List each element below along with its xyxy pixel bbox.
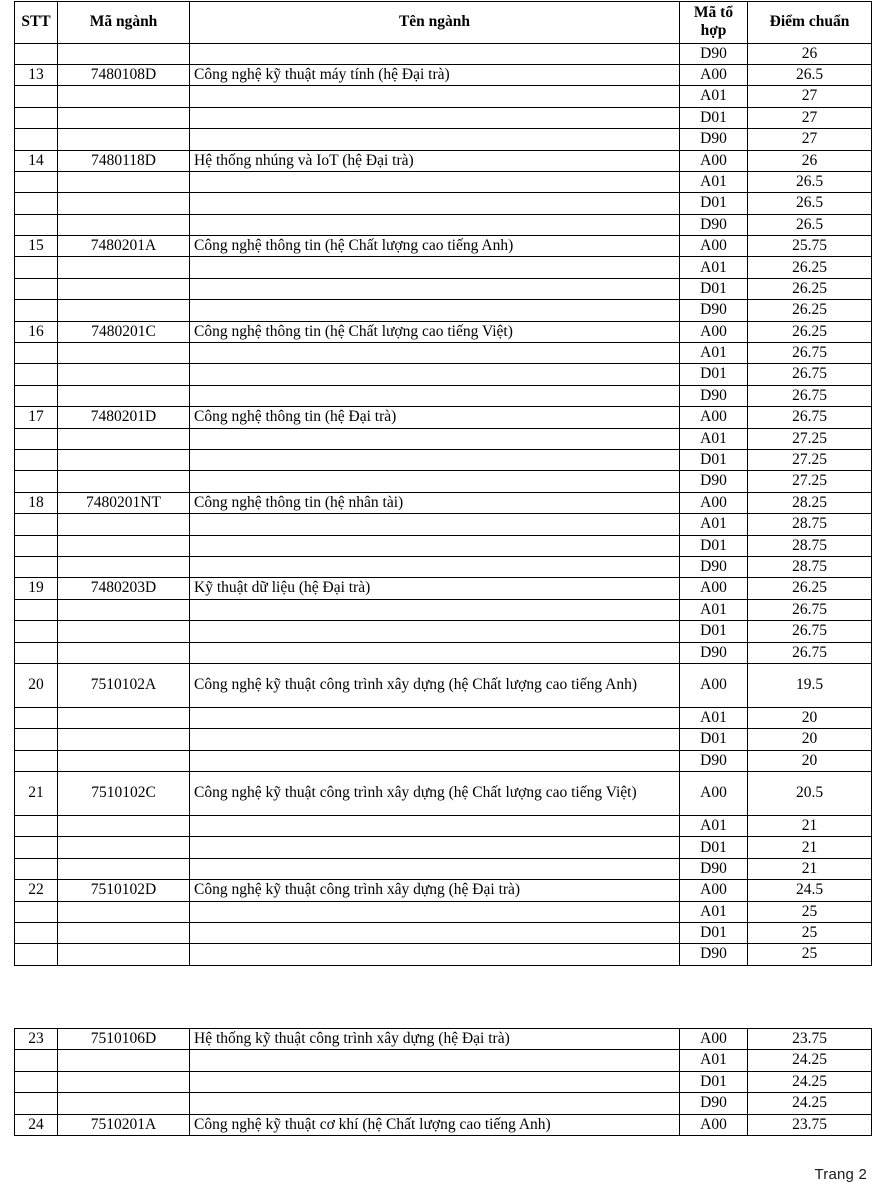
cell-diem-chuan: 21 bbox=[748, 816, 872, 837]
table-row bbox=[15, 86, 872, 107]
table-row bbox=[15, 236, 872, 257]
cell-stt bbox=[15, 729, 58, 750]
cell-stt bbox=[15, 343, 58, 364]
cell-ten-nganh bbox=[190, 642, 680, 663]
cell-ma-to-hop: D01 bbox=[680, 837, 748, 858]
cell-ma-nganh: 7480201A bbox=[58, 236, 190, 257]
table-row bbox=[15, 150, 872, 171]
cell-ma-to-hop: A00 bbox=[680, 64, 748, 85]
cell-stt bbox=[15, 1050, 58, 1071]
cell-diem-chuan: 26.75 bbox=[748, 599, 872, 620]
cell-ma-nganh bbox=[58, 278, 190, 299]
cell-stt bbox=[15, 107, 58, 128]
cell-stt bbox=[15, 621, 58, 642]
cell-diem-chuan: 21 bbox=[748, 858, 872, 879]
table-row bbox=[15, 449, 872, 470]
cell-stt bbox=[15, 944, 58, 965]
cell-diem-chuan: 26.25 bbox=[748, 257, 872, 278]
cell-ma-nganh: 7480201D bbox=[58, 407, 190, 428]
cell-ten-nganh bbox=[190, 343, 680, 364]
cell-ten-nganh: Công nghệ kỹ thuật công trình xây dựng (hệ Đại trà) bbox=[190, 880, 680, 901]
cell-stt bbox=[15, 449, 58, 470]
cell-diem-chuan: 26.25 bbox=[748, 278, 872, 299]
cell-ma-nganh bbox=[58, 428, 190, 449]
cell-stt bbox=[15, 858, 58, 879]
cell-ten-nganh bbox=[190, 1093, 680, 1114]
cell-stt: 24 bbox=[15, 1114, 58, 1135]
cell-ma-to-hop: D01 bbox=[680, 923, 748, 944]
cell-stt: 19 bbox=[15, 578, 58, 599]
cell-diem-chuan: 26 bbox=[748, 43, 872, 64]
table-row bbox=[15, 599, 872, 620]
cell-ten-nganh bbox=[190, 816, 680, 837]
cell-ma-nganh: 7510102C bbox=[58, 772, 190, 816]
cell-ten-nganh bbox=[190, 193, 680, 214]
cell-stt bbox=[15, 556, 58, 577]
cell-ma-nganh: 7480201NT bbox=[58, 492, 190, 513]
cell-stt bbox=[15, 43, 58, 64]
cell-ma-nganh bbox=[58, 599, 190, 620]
table-row bbox=[15, 535, 872, 556]
table-row bbox=[15, 257, 872, 278]
cell-ma-nganh bbox=[58, 385, 190, 406]
cell-diem-chuan: 27 bbox=[748, 107, 872, 128]
cell-ma-to-hop: D90 bbox=[680, 642, 748, 663]
cell-diem-chuan: 24.25 bbox=[748, 1093, 872, 1114]
cell-ten-nganh bbox=[190, 385, 680, 406]
cell-ma-nganh bbox=[58, 837, 190, 858]
column-header-ma-to-hop-line1: Mã tổ bbox=[693, 4, 734, 21]
cell-ma-nganh bbox=[58, 129, 190, 150]
cell-ma-to-hop: D01 bbox=[680, 107, 748, 128]
cell-ma-nganh bbox=[58, 1093, 190, 1114]
cell-stt bbox=[15, 129, 58, 150]
cell-diem-chuan: 21 bbox=[748, 837, 872, 858]
cell-ma-to-hop: A00 bbox=[680, 578, 748, 599]
cell-ten-nganh bbox=[190, 300, 680, 321]
cell-diem-chuan: 26.75 bbox=[748, 385, 872, 406]
cell-ma-to-hop: A01 bbox=[680, 343, 748, 364]
table-row bbox=[15, 193, 872, 214]
cell-ten-nganh bbox=[190, 214, 680, 235]
table-row bbox=[15, 64, 872, 85]
cell-ma-to-hop: A00 bbox=[680, 1029, 748, 1050]
cell-ma-to-hop: D01 bbox=[680, 193, 748, 214]
cell-ten-nganh bbox=[190, 107, 680, 128]
table-row bbox=[15, 385, 872, 406]
cell-diem-chuan: 28.75 bbox=[748, 514, 872, 535]
cell-diem-chuan: 25.75 bbox=[748, 236, 872, 257]
table-row bbox=[15, 858, 872, 879]
cell-ma-to-hop: A01 bbox=[680, 707, 748, 728]
cell-ten-nganh bbox=[190, 556, 680, 577]
cell-diem-chuan: 25 bbox=[748, 944, 872, 965]
cell-ma-to-hop: A00 bbox=[680, 1114, 748, 1135]
cell-ma-nganh bbox=[58, 214, 190, 235]
cell-stt bbox=[15, 214, 58, 235]
cell-diem-chuan: 26.75 bbox=[748, 343, 872, 364]
cell-diem-chuan: 23.75 bbox=[748, 1114, 872, 1135]
cell-diem-chuan: 27 bbox=[748, 129, 872, 150]
column-header-ma-nganh: Mã ngành bbox=[58, 2, 190, 44]
column-header-stt: STT bbox=[15, 2, 58, 44]
cell-ten-nganh bbox=[190, 1050, 680, 1071]
cell-ten-nganh bbox=[190, 837, 680, 858]
column-header-ma-to-hop-line2: hợp bbox=[700, 22, 727, 40]
table-row bbox=[15, 278, 872, 299]
cell-ten-nganh bbox=[190, 901, 680, 922]
cell-ma-nganh bbox=[58, 750, 190, 771]
cell-ma-to-hop: D01 bbox=[680, 1071, 748, 1092]
cell-ten-nganh: Kỹ thuật dữ liệu (hệ Đại trà) bbox=[190, 578, 680, 599]
table-row bbox=[15, 43, 872, 64]
cell-ma-to-hop: D90 bbox=[680, 1093, 748, 1114]
cell-ten-nganh bbox=[190, 364, 680, 385]
cell-diem-chuan: 20 bbox=[748, 750, 872, 771]
cell-ma-to-hop: A01 bbox=[680, 901, 748, 922]
cell-stt bbox=[15, 364, 58, 385]
cell-ten-nganh bbox=[190, 449, 680, 470]
cell-diem-chuan: 27.25 bbox=[748, 428, 872, 449]
cell-diem-chuan: 27.25 bbox=[748, 471, 872, 492]
cell-ma-to-hop: A01 bbox=[680, 514, 748, 535]
cell-ma-to-hop: A00 bbox=[680, 321, 748, 342]
table-row bbox=[15, 901, 872, 922]
cell-diem-chuan: 26.25 bbox=[748, 578, 872, 599]
cell-ma-to-hop: D90 bbox=[680, 556, 748, 577]
cell-ma-to-hop: A00 bbox=[680, 880, 748, 901]
cell-ma-nganh bbox=[58, 300, 190, 321]
cell-ma-nganh bbox=[58, 1071, 190, 1092]
cell-diem-chuan: 20.5 bbox=[748, 772, 872, 816]
cell-ten-nganh: Công nghệ kỹ thuật công trình xây dựng (hệ Chất lượng cao tiếng Việt) bbox=[190, 772, 680, 816]
table-row bbox=[15, 471, 872, 492]
table-row bbox=[15, 107, 872, 128]
cell-diem-chuan: 24.5 bbox=[748, 880, 872, 901]
cell-stt bbox=[15, 750, 58, 771]
cell-ten-nganh bbox=[190, 858, 680, 879]
cell-ten-nganh bbox=[190, 471, 680, 492]
table-row bbox=[15, 428, 872, 449]
page-number-footer: Trang 2 bbox=[814, 1166, 867, 1183]
cell-ten-nganh: Công nghệ kỹ thuật cơ khí (hệ Chất lượng cao tiếng Anh) bbox=[190, 1114, 680, 1135]
cell-diem-chuan: 19.5 bbox=[748, 663, 872, 707]
cell-ma-to-hop: A00 bbox=[680, 772, 748, 816]
cell-diem-chuan: 26.75 bbox=[748, 407, 872, 428]
cell-ma-to-hop: A01 bbox=[680, 599, 748, 620]
cell-stt: 22 bbox=[15, 880, 58, 901]
cell-stt bbox=[15, 428, 58, 449]
cell-ten-nganh bbox=[190, 129, 680, 150]
table-row bbox=[15, 944, 872, 965]
cell-ma-nganh bbox=[58, 514, 190, 535]
cell-ma-nganh bbox=[58, 556, 190, 577]
cell-ten-nganh bbox=[190, 750, 680, 771]
cell-ten-nganh bbox=[190, 86, 680, 107]
cell-ten-nganh bbox=[190, 707, 680, 728]
cell-ten-nganh bbox=[190, 278, 680, 299]
cell-diem-chuan: 27 bbox=[748, 86, 872, 107]
cell-ten-nganh bbox=[190, 514, 680, 535]
cell-ma-to-hop: D90 bbox=[680, 944, 748, 965]
cell-diem-chuan: 26.5 bbox=[748, 171, 872, 192]
cell-diem-chuan: 28.75 bbox=[748, 535, 872, 556]
cell-ten-nganh: Công nghệ thông tin (hệ Chất lượng cao tiếng Việt) bbox=[190, 321, 680, 342]
cell-ma-to-hop: D90 bbox=[680, 750, 748, 771]
column-header-ten-nganh: Tên ngành bbox=[190, 2, 680, 44]
cell-ten-nganh bbox=[190, 1071, 680, 1092]
cell-ma-to-hop: A00 bbox=[680, 492, 748, 513]
cell-stt bbox=[15, 707, 58, 728]
cell-stt bbox=[15, 1093, 58, 1114]
cell-ma-nganh: 7510102A bbox=[58, 663, 190, 707]
cell-ma-nganh bbox=[58, 858, 190, 879]
cell-stt: 16 bbox=[15, 321, 58, 342]
cell-diem-chuan: 28.25 bbox=[748, 492, 872, 513]
cell-ten-nganh bbox=[190, 944, 680, 965]
cell-ma-to-hop: A01 bbox=[680, 257, 748, 278]
table-row bbox=[15, 923, 872, 944]
cell-ma-to-hop: D90 bbox=[680, 385, 748, 406]
cell-diem-chuan: 23.75 bbox=[748, 1029, 872, 1050]
cell-ma-nganh: 7480118D bbox=[58, 150, 190, 171]
cell-ma-nganh bbox=[58, 171, 190, 192]
table-header-row bbox=[15, 2, 872, 44]
admission-scores-table-continued bbox=[14, 1028, 872, 1136]
cell-ma-nganh bbox=[58, 923, 190, 944]
cell-ma-nganh: 7480108D bbox=[58, 64, 190, 85]
table-row bbox=[15, 1093, 872, 1114]
table-row bbox=[15, 750, 872, 771]
cell-ten-nganh bbox=[190, 923, 680, 944]
cell-stt: 18 bbox=[15, 492, 58, 513]
cell-ma-nganh bbox=[58, 257, 190, 278]
cell-stt bbox=[15, 193, 58, 214]
cell-stt bbox=[15, 816, 58, 837]
cell-diem-chuan: 20 bbox=[748, 707, 872, 728]
cell-ma-to-hop: A01 bbox=[680, 428, 748, 449]
cell-ma-to-hop: A00 bbox=[680, 663, 748, 707]
cell-ten-nganh bbox=[190, 729, 680, 750]
cell-ma-nganh: 7510102D bbox=[58, 880, 190, 901]
cell-ten-nganh: Công nghệ thông tin (hệ Chất lượng cao tiếng Anh) bbox=[190, 236, 680, 257]
table-row bbox=[15, 1071, 872, 1092]
cell-ma-to-hop: A01 bbox=[680, 86, 748, 107]
cell-diem-chuan: 25 bbox=[748, 901, 872, 922]
cell-ma-nganh bbox=[58, 471, 190, 492]
table-row bbox=[15, 621, 872, 642]
table-row bbox=[15, 663, 872, 707]
cell-ma-nganh: 7480203D bbox=[58, 578, 190, 599]
cell-stt bbox=[15, 86, 58, 107]
table-row bbox=[15, 642, 872, 663]
admission-scores-table bbox=[14, 1, 872, 966]
cell-stt bbox=[15, 257, 58, 278]
cell-stt: 21 bbox=[15, 772, 58, 816]
cell-ten-nganh: Công nghệ kỹ thuật máy tính (hệ Đại trà) bbox=[190, 64, 680, 85]
table-row bbox=[15, 707, 872, 728]
cell-ma-nganh bbox=[58, 86, 190, 107]
cell-diem-chuan: 27.25 bbox=[748, 449, 872, 470]
cell-diem-chuan: 25 bbox=[748, 923, 872, 944]
cell-stt: 17 bbox=[15, 407, 58, 428]
table-row bbox=[15, 364, 872, 385]
table-row bbox=[15, 837, 872, 858]
cell-ma-nganh bbox=[58, 901, 190, 922]
cell-ma-nganh bbox=[58, 621, 190, 642]
cell-ma-to-hop: D01 bbox=[680, 621, 748, 642]
cell-ten-nganh: Công nghệ kỹ thuật công trình xây dựng (hệ Chất lượng cao tiếng Anh) bbox=[190, 663, 680, 707]
table-row bbox=[15, 1114, 872, 1135]
cell-ma-to-hop: D90 bbox=[680, 471, 748, 492]
cell-ten-nganh: Công nghệ thông tin (hệ Đại trà) bbox=[190, 407, 680, 428]
table-body-continued bbox=[15, 1029, 872, 1136]
cell-ma-nganh: 7510201A bbox=[58, 1114, 190, 1135]
table-row bbox=[15, 492, 872, 513]
table-row bbox=[15, 129, 872, 150]
cell-ma-to-hop: A00 bbox=[680, 407, 748, 428]
cell-ma-nganh bbox=[58, 364, 190, 385]
cell-ten-nganh bbox=[190, 535, 680, 556]
cell-ma-to-hop: A00 bbox=[680, 150, 748, 171]
cell-stt bbox=[15, 642, 58, 663]
cell-stt bbox=[15, 901, 58, 922]
cell-ten-nganh: Công nghệ thông tin (hệ nhân tài) bbox=[190, 492, 680, 513]
cell-stt: 20 bbox=[15, 663, 58, 707]
cell-diem-chuan: 26.5 bbox=[748, 214, 872, 235]
table-header bbox=[15, 2, 872, 44]
cell-ma-to-hop: D90 bbox=[680, 858, 748, 879]
cell-ma-to-hop: A01 bbox=[680, 1050, 748, 1071]
cell-ma-nganh bbox=[58, 449, 190, 470]
cell-stt bbox=[15, 385, 58, 406]
cell-ma-nganh bbox=[58, 729, 190, 750]
cell-ma-to-hop: D90 bbox=[680, 214, 748, 235]
cell-ten-nganh bbox=[190, 257, 680, 278]
cell-diem-chuan: 24.25 bbox=[748, 1050, 872, 1071]
cell-ma-to-hop: D01 bbox=[680, 449, 748, 470]
table-row bbox=[15, 816, 872, 837]
cell-ma-nganh bbox=[58, 343, 190, 364]
cell-ma-to-hop: D90 bbox=[680, 300, 748, 321]
cell-ma-to-hop: A01 bbox=[680, 171, 748, 192]
cell-ma-nganh bbox=[58, 535, 190, 556]
cell-ma-nganh bbox=[58, 816, 190, 837]
table-row bbox=[15, 214, 872, 235]
cell-stt bbox=[15, 599, 58, 620]
cell-stt: 23 bbox=[15, 1029, 58, 1050]
table-row bbox=[15, 1029, 872, 1050]
cell-stt bbox=[15, 923, 58, 944]
cell-diem-chuan: 26.25 bbox=[748, 321, 872, 342]
cell-ma-nganh bbox=[58, 43, 190, 64]
cell-ten-nganh bbox=[190, 43, 680, 64]
table-row bbox=[15, 880, 872, 901]
cell-diem-chuan: 26.75 bbox=[748, 621, 872, 642]
cell-ma-nganh bbox=[58, 1050, 190, 1071]
cell-stt: 15 bbox=[15, 236, 58, 257]
table-row bbox=[15, 171, 872, 192]
cell-ma-to-hop: D01 bbox=[680, 278, 748, 299]
cell-ten-nganh bbox=[190, 171, 680, 192]
cell-stt bbox=[15, 514, 58, 535]
cell-ten-nganh bbox=[190, 621, 680, 642]
table-row bbox=[15, 772, 872, 816]
cell-ma-to-hop: D01 bbox=[680, 535, 748, 556]
cell-ma-nganh bbox=[58, 642, 190, 663]
table-row bbox=[15, 514, 872, 535]
cell-stt bbox=[15, 471, 58, 492]
cell-ma-to-hop: A00 bbox=[680, 236, 748, 257]
cell-ma-nganh: 7480201C bbox=[58, 321, 190, 342]
table-row bbox=[15, 556, 872, 577]
cell-stt bbox=[15, 300, 58, 321]
cell-diem-chuan: 20 bbox=[748, 729, 872, 750]
cell-diem-chuan: 26 bbox=[748, 150, 872, 171]
cell-diem-chuan: 28.75 bbox=[748, 556, 872, 577]
cell-ten-nganh: Hệ thống kỹ thuật công trình xây dựng (hệ Đại trà) bbox=[190, 1029, 680, 1050]
cell-ma-nganh: 7510106D bbox=[58, 1029, 190, 1050]
table-row bbox=[15, 1050, 872, 1071]
cell-stt bbox=[15, 535, 58, 556]
table-row bbox=[15, 343, 872, 364]
cell-ma-nganh bbox=[58, 944, 190, 965]
cell-ma-nganh bbox=[58, 707, 190, 728]
cell-diem-chuan: 26.75 bbox=[748, 364, 872, 385]
cell-stt bbox=[15, 1071, 58, 1092]
cell-stt: 13 bbox=[15, 64, 58, 85]
table-body bbox=[15, 43, 872, 965]
cell-diem-chuan: 26.25 bbox=[748, 300, 872, 321]
column-header-ma-to-hop bbox=[680, 2, 748, 44]
cell-ma-nganh bbox=[58, 107, 190, 128]
cell-ma-nganh bbox=[58, 193, 190, 214]
cell-stt bbox=[15, 837, 58, 858]
cell-diem-chuan: 26.5 bbox=[748, 64, 872, 85]
cell-stt bbox=[15, 278, 58, 299]
cell-diem-chuan: 26.75 bbox=[748, 642, 872, 663]
cell-ma-to-hop: D90 bbox=[680, 43, 748, 64]
cell-ma-to-hop: D01 bbox=[680, 364, 748, 385]
cell-stt: 14 bbox=[15, 150, 58, 171]
cell-diem-chuan: 26.5 bbox=[748, 193, 872, 214]
cell-ma-to-hop: D90 bbox=[680, 129, 748, 150]
cell-ten-nganh bbox=[190, 599, 680, 620]
table-row bbox=[15, 300, 872, 321]
column-header-diem-chuan: Điểm chuẩn bbox=[748, 2, 872, 44]
table-row bbox=[15, 407, 872, 428]
cell-ten-nganh bbox=[190, 428, 680, 449]
cell-diem-chuan: 24.25 bbox=[748, 1071, 872, 1092]
table-row bbox=[15, 729, 872, 750]
cell-ma-to-hop: D01 bbox=[680, 729, 748, 750]
cell-stt bbox=[15, 171, 58, 192]
table-row bbox=[15, 578, 872, 599]
table-row bbox=[15, 321, 872, 342]
cell-ma-to-hop: A01 bbox=[680, 816, 748, 837]
cell-ten-nganh: Hệ thống nhúng và IoT (hệ Đại trà) bbox=[190, 150, 680, 171]
